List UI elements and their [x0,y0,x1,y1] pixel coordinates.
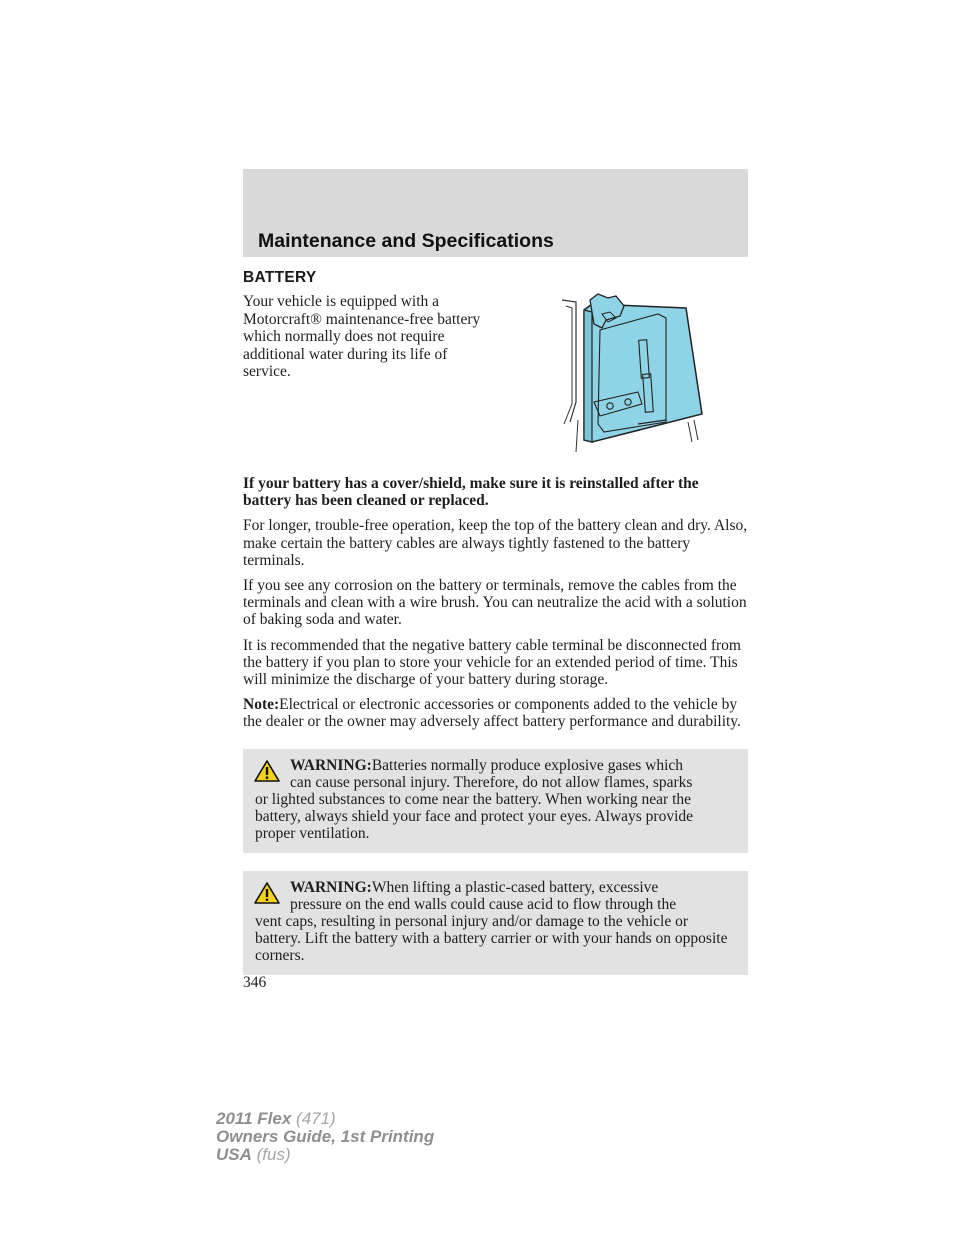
warning-lead-line [255,879,736,896]
print-footer [216,1110,434,1164]
corrosion-paragraph: If you see any corrosion on the battery or terminals, remove the cables from the terminals and clean with a wire brush. You can neutralize the acid with a solution of baking soda and water. [243,577,747,629]
warning-label: WARNING: [290,756,372,774]
note-paragraph [243,696,748,730]
footer-guide-line [216,1128,434,1146]
footer-market-code: (fus) [256,1145,291,1164]
battery-heading: BATTERY [243,269,317,286]
warning-rest: vent caps, resulting in personal injury and/or damage to the vehicle or battery. Lift the battery with a battery carrier or with your hands on opposite corners. [255,913,728,965]
footer-model-line [216,1110,434,1128]
warning-box-gases [243,749,748,853]
warning-rest: or lighted substances to come near the battery. When working near the battery, always shield your face and protect your eyes. Always provide proper ventilation. [255,791,694,843]
warning-line2: pressure on the end walls could cause acid to flow through the [290,895,677,913]
maintenance-paragraph: For longer, trouble-free operation, keep the top of the battery clean and dry. Also, make certain the battery cables are always tightly fastened to the battery terminals. [243,517,748,569]
note-label: Note: [243,696,280,714]
cover-shield-paragraph: If your battery has a cover/shield, make sure it is reinstalled after the battery has been cleaned or replaced. [243,475,699,510]
section-header-band [243,169,748,257]
warning-triangle-icon [253,881,281,905]
footer-model-code: (471) [296,1109,336,1128]
warning-triangle-icon [253,759,281,783]
footer-market: USA [216,1145,252,1164]
storage-paragraph: It is recommended that the negative battery cable terminal be disconnected from the battery if you plan to store your vehicle for an extended period of time. This will minimize the discharge of your battery during storage. [243,636,741,689]
body-text [243,475,748,975]
note-text: Electrical or electronic accessories or components added to the vehicle by the dealer or the owner may adversely affect battery performance and durability. [243,696,741,731]
page-number: 346 [243,974,267,991]
footer-guide: Owners Guide, 1st Printing [216,1127,435,1146]
warning-label: WARNING: [290,878,372,896]
footer-model: 2011 Flex [216,1109,292,1128]
warning-lead-line [255,757,736,774]
section-header-title: Maintenance and Specifications [258,230,554,252]
warning-line1: Batteries normally produce explosive gases which [371,756,684,774]
warning-box-lifting [243,871,748,975]
warning-line1: When lifting a plastic-cased battery, excessive [371,878,659,896]
footer-market-line [216,1146,434,1164]
battery-illustration [554,292,704,455]
warning-line2: can cause personal injury. Therefore, do not allow flames, sparks [290,773,693,791]
intro-paragraph: Your vehicle is equipped with a Motorcraft® maintenance-free battery which normally does not require additional water during its life of service. [243,293,481,380]
